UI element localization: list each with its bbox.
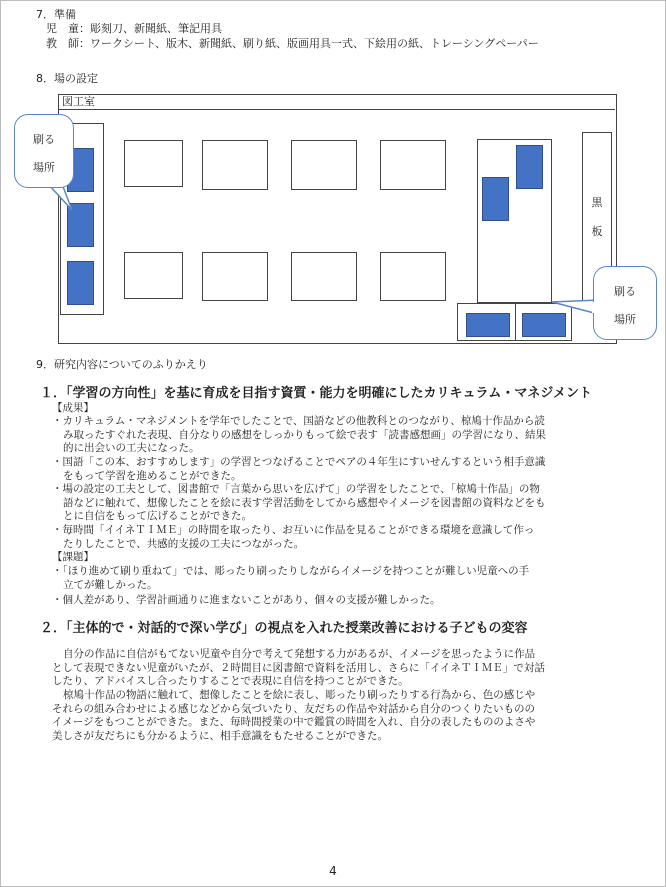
prep-teacher-label: 教 師：	[46, 37, 90, 50]
result-line: たりしたことで、共感的支援の工夫につながった。	[63, 537, 305, 550]
prep-student-label: 児 童：	[46, 22, 90, 35]
issue-line: 立てが難しかった。	[63, 578, 158, 591]
reflection-heading: 9．研究内容についてのふりかえり	[36, 358, 208, 371]
setting-heading: 8．場の設定	[36, 72, 98, 85]
section2-paragraph	[52, 689, 535, 743]
callout-left-line1: 刷る	[33, 133, 55, 146]
paragraph-line: として表現できない児童がいたが、２時間目に図書館で資料を活用し、さらに「イイネＴＩＭＥ」で対話	[52, 661, 545, 674]
issue-line: ・「ほり進めて刷り重ねて」では、彫ったり刷ったりしながらイメージを持つことが難しい児童への手	[52, 565, 530, 577]
result-line: み取ったすぐれた表現、自分なりの感想をしっかりもって絵で表す「読書感想画」の学習になり、結果	[63, 428, 546, 441]
result-item	[52, 415, 546, 456]
result-line: ・場の設定の工夫として、図書館で「言葉から思いを広げて」の学習をしたことで、「椋鳩十作品」の物	[52, 483, 540, 495]
result-line: ・毎時間「イイネＴＩＭＥ」の時間を取ったり、お互いに作品を見ることができる環境を意識して作っ	[52, 524, 535, 536]
issue-item	[52, 594, 441, 608]
result-line: をもって学習を進めることができた。	[63, 469, 242, 482]
callout-right-line2: 場所	[614, 313, 636, 326]
blackboard-label-2: 板	[591, 225, 603, 238]
section2-paragraph	[52, 648, 545, 689]
result-line: 語などに触れて、想像したことを絵に表す学習活動をしてから感想やイメージを図書館の資料などをも	[63, 496, 546, 509]
paragraph-line: イメージをもつことができた。また、毎時間授業の中で鑑賞の時間を入れ、自分の表したもののよさや	[52, 716, 536, 728]
result-line: 的に出会いの工夫になった。	[63, 442, 200, 454]
prep-teacher-items: ワークシート、版木、新聞紙、刷り紙、版画用具一式、下絵用の紙、トレーシングペーパー	[90, 37, 539, 50]
result-item	[52, 456, 545, 483]
issue-line: ・個人差があり、学習計画通りに進まないことがあり、個々の支援が難しかった。	[52, 594, 441, 606]
issues-label: 【課題】	[52, 551, 94, 563]
callout-tails	[0, 0, 666, 360]
page-number: 4	[329, 864, 337, 878]
room-label: 図工室	[62, 95, 95, 108]
paragraph-line: 自分の作品に自信がもてない児童や自分で考えて発想する力があるが、イメージを思ったように作品	[63, 648, 536, 660]
blackboard-label-1: 黒	[591, 196, 603, 209]
result-line: ・国語「この本、おすすめします」の学習とつなげることでペアの４年生にすいせんするという相手意識	[52, 456, 546, 468]
issue-item	[52, 565, 529, 592]
callout-left	[14, 114, 74, 188]
prep-heading: 7．準備	[36, 8, 76, 21]
result-line: とに自信をもって広げることができた。	[63, 510, 252, 522]
result-line: ・カリキュラム・マネジメントを学年でしたことで、国語などの他教科とのつながり、椋鳩十作品から読	[52, 415, 545, 427]
paragraph-line: したり、アドバイスし合ったりすることで表現に自信を持つことができた。	[52, 675, 409, 687]
callout-right-line1: 刷る	[614, 285, 636, 298]
paragraph-line: 美しさが友だちにも分かるように、相手意識をもたせることができた。	[52, 729, 388, 742]
result-item	[52, 483, 545, 524]
result-item	[52, 524, 534, 551]
section1-title: １．「学習の方向性」を基に育成を目指す資質・能力を明確にしたカリキュラム・マネジメント	[40, 386, 592, 401]
results-label: 【成果】	[52, 402, 94, 414]
paragraph-line: それらの組み合わせによる感じなどから気づいたり、友だちの作品や対話から自分のつくりたいものの	[52, 702, 535, 715]
prep-student-items: 彫刻刀、新聞紙、筆記用具	[90, 22, 222, 35]
callout-right	[593, 266, 657, 340]
tail-join-right	[592, 302, 597, 313]
callout-left-line2: 場所	[33, 161, 55, 174]
tail-join-left	[49, 182, 61, 186]
section2-title: ２．「主体的で・対話的で深い学び」の視点を入れた授業改善における子どもの変容	[40, 621, 528, 636]
paragraph-line: 椋鳩十作品の物語に触れて、想像したことを絵に表し、彫ったり刷ったりする行為から、色の感じや	[63, 689, 536, 701]
